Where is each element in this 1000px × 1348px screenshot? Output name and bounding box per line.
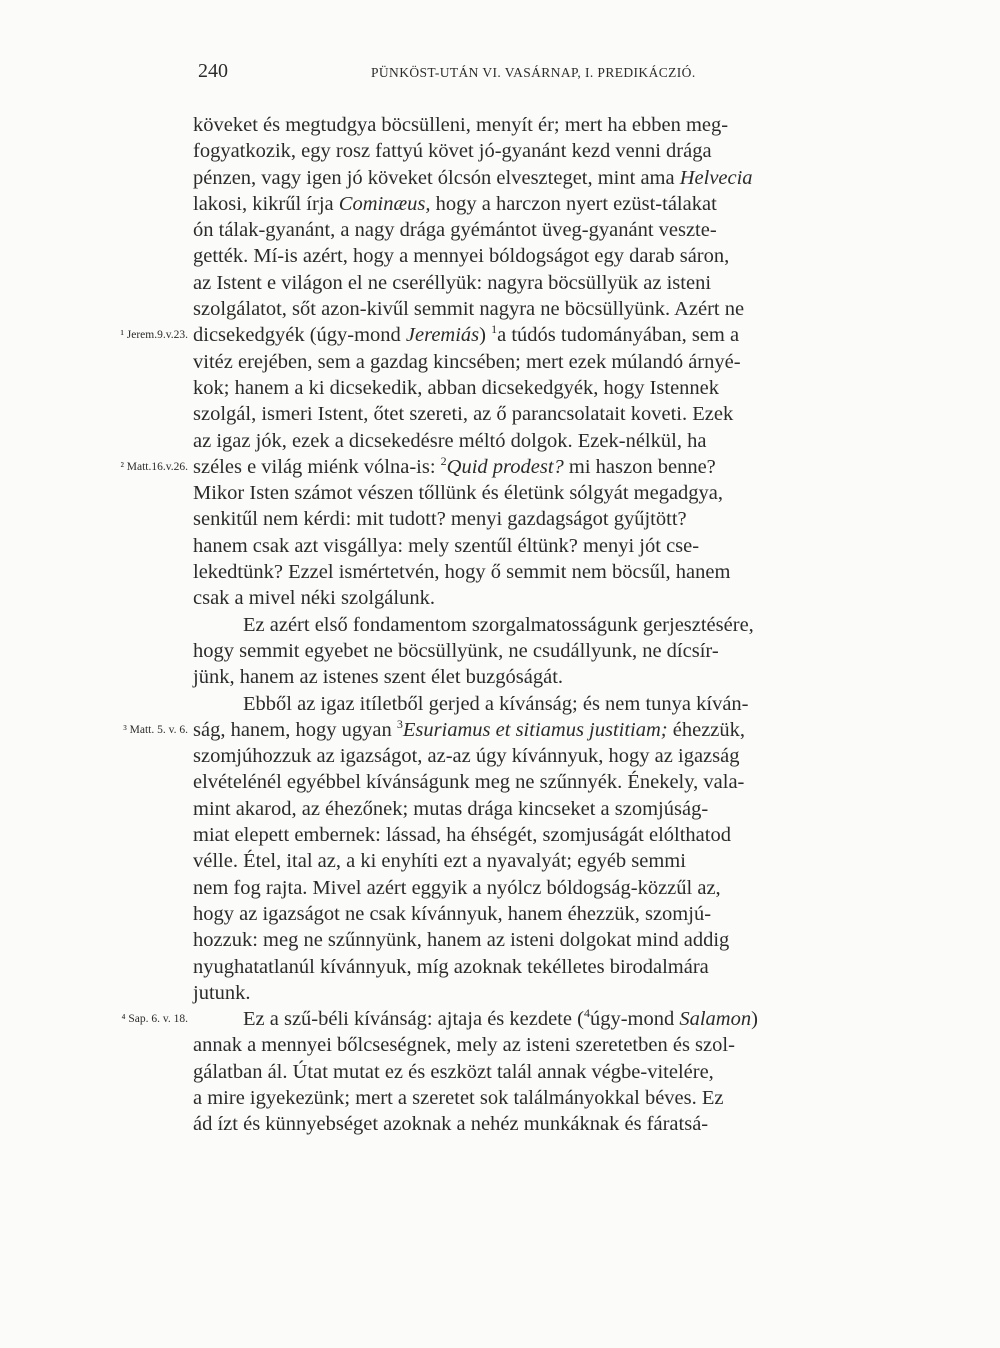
- text-line: [120, 453, 915, 480]
- text-line: [193, 664, 915, 690]
- text-run: csak a mivel néki szolgálunk.: [193, 587, 435, 610]
- text-line: [193, 1059, 915, 1085]
- text-line: [193, 796, 915, 822]
- text-line: [193, 769, 915, 795]
- text-run: nem fog rajta. Mivel azért eggyik a nyólcz bóldogság-közzűl az,: [193, 876, 721, 899]
- footnote-marker: 2: [440, 453, 447, 468]
- text-line: [123, 716, 915, 743]
- text-line: [193, 691, 915, 717]
- footnote-marker: 3: [396, 716, 403, 731]
- text-line: [193, 559, 915, 585]
- text-run: jünk, hanem az istenes szent élet buzgóságát.: [193, 666, 564, 689]
- text-line: [193, 138, 915, 164]
- text-run: elvételénél egyébbel kívánságunk meg ne szűnnyék. Énekely, vala-: [193, 771, 745, 794]
- text-run: szolgálatot, sőt azon-kivűl semmit nagyra ne böcsüllyünk. Azért ne: [193, 298, 745, 321]
- text-run: senkitűl nem kérdi: mit tudott? menyi gazdagságot gyűjtött?: [193, 508, 687, 531]
- text-run: Ez a szű-béli kívánság: ajtaja és kezdete (: [243, 1008, 584, 1031]
- text-line: [193, 848, 915, 874]
- footnote-marker: 4: [583, 1006, 590, 1021]
- italic-text: Esuriamus et sitiamus justitiam;: [402, 718, 668, 741]
- text-line: [121, 1006, 915, 1032]
- text-line: [120, 322, 915, 348]
- text-line: [193, 349, 915, 375]
- text-line: [193, 191, 915, 217]
- text-run: széles e világ miénk vólna-is:: [193, 455, 441, 478]
- text-line: [193, 1032, 915, 1058]
- page-header: [0, 60, 1000, 90]
- text-run: mint akarod, az éhezőnek; mutas drága kincseket a szomjúság-: [193, 797, 709, 820]
- text-run: Mikor Isten számot vészen tőllünk és életünk sólgyát megadgya,: [193, 482, 724, 505]
- text-line: [193, 901, 915, 927]
- text-run: vélle. Étel, ital az, a ki enyhíti ezt a nyavalyát; egyéb semmi: [193, 850, 686, 873]
- text-line: [193, 112, 915, 138]
- text-line: [193, 401, 915, 427]
- text-line: [193, 217, 915, 243]
- text-run: Ebből az igaz itíletből gerjed a kívánság; és nem tunya kíván-: [243, 692, 749, 715]
- text-run: hogy az igazságot ne csak kívánnyuk, hanem éhezzük, szomjú-: [193, 902, 712, 925]
- text-run: fogyatkozik, egy rosz fattyú követ jó-gyanánt kezd venni drága: [193, 140, 712, 163]
- text-line: [193, 165, 915, 191]
- text-line: [193, 506, 915, 532]
- text-line: [193, 875, 915, 901]
- running-head: PÜNKÖST-UTÁN VI. VASÁRNAP, I. PREDIKÁCZIÓ.: [371, 65, 696, 80]
- footnote-marker: 1: [491, 322, 498, 337]
- margin-note: ² Matt.16.v.26.: [120, 460, 188, 473]
- text-run: az Istent e világon el ne cseréllyük: nagyra böcsüllyük az isteni: [193, 271, 712, 294]
- margin-note: ¹ Jerem.9.v.23.: [120, 329, 188, 342]
- text-run: hogy semmit egyebet ne böcsüllyünk, ne csudállyunk, ne dícsír-: [193, 639, 719, 662]
- text-run: köveket és megtudgya böcsülleni, menyít ér; mert ha ebben meg-: [193, 114, 729, 136]
- text-run: dicsekedgyék (úgy-mond: [193, 324, 406, 347]
- text-line: [193, 638, 915, 664]
- text-line: [193, 1111, 915, 1137]
- text-line: [193, 480, 915, 506]
- text-run: miat elepett embernek: lássad, ha éhségét, szomjuságát elólthatod: [193, 824, 731, 847]
- text-run: úgy-mond: [589, 1008, 680, 1031]
- text-run: hanem csak azt visgállya: mely szentűl éltünk? menyi jót cse-: [193, 534, 700, 557]
- text-run: hogy a harczon nyert ezüst-tálakat: [430, 192, 717, 215]
- text-run: nyughatatlanúl kívánnyuk, míg azoknak tekélletes birodalmára: [193, 955, 709, 978]
- text-line: [193, 822, 915, 848]
- text-line: [193, 612, 915, 638]
- margin-note: ⁴ Sap. 6. v. 18.: [121, 1013, 188, 1026]
- text-line: [193, 743, 915, 769]
- text-run: a túdós tudományában, sem a: [497, 324, 740, 347]
- text-run: ): [751, 1008, 758, 1031]
- text-run: szomjúhozzuk az igazságot, az-az úgy kívánnyuk, hogy az igazság: [193, 745, 740, 768]
- text-run: ): [479, 324, 492, 347]
- text-run: mi haszon benne?: [563, 455, 716, 478]
- text-line: [193, 1085, 915, 1111]
- text-run: Ez azért első fondamentom szorgalmatosságunk gerjesztésére,: [243, 613, 754, 636]
- text-run: éhezzük,: [667, 718, 746, 741]
- text-line: [193, 243, 915, 269]
- text-run: lakosi, kikrűl írja: [193, 192, 339, 215]
- text-run: annak a mennyei bőlcseségnek, mely az isteni szeretetben és szol-: [193, 1034, 735, 1057]
- text-line: [193, 296, 915, 322]
- text-run: az igaz jók, ezek a dicsekedésre méltó dolgok. Ezek-nélkül, ha: [193, 429, 707, 452]
- text-line: [193, 927, 915, 953]
- text-run: vitéz erejében, sem a gazdag kincsében; mert ezek múlandó árnyé-: [193, 350, 741, 373]
- italic-text: Jeremiás: [405, 324, 480, 347]
- page-number: 240: [198, 60, 228, 82]
- italic-text: Salamon: [679, 1008, 752, 1031]
- text-run: a mire igyekezünk; mert a szeretet sok találmányokkal béves. Ez: [193, 1086, 724, 1109]
- text-run: szolgál, ismeri Istent, őtet szereti, az ő parancsolatait koveti. Ezek: [193, 403, 734, 426]
- text-run: gálatban ál. Útat mutat ez és eszközt talál annak végbe-vitelére,: [193, 1060, 714, 1083]
- text-line: [193, 980, 915, 1006]
- body-text: [120, 112, 915, 1138]
- margin-note: ³ Matt. 5. v. 6.: [123, 723, 188, 736]
- text-line: [193, 375, 915, 401]
- text-line: [193, 954, 915, 980]
- text-line: [193, 270, 915, 296]
- text-line: [193, 585, 915, 611]
- text-line: [193, 533, 915, 559]
- text-run: lekedtünk? Ezzel ismértetvén, hogy ő semmit nem böcsűl, hanem: [193, 561, 731, 584]
- text-run: kok; hanem a ki dicsekedik, abban dicsekedgyék, hogy Istennek: [193, 376, 720, 399]
- text-run: ság, hanem, hogy ugyan: [193, 718, 397, 741]
- text-run: ón tálak-gyanánt, a nagy drága gyémántot üveg-gyanánt veszte-: [193, 219, 717, 242]
- italic-text: Quid prodest?: [446, 455, 564, 478]
- text-run: gették. Mí-is azért, hogy a mennyei bóldogságot egy darab sáron,: [193, 245, 730, 268]
- text-run: ád ízt és künnyebséget azoknak a nehéz munkáknak és fáratsá-: [193, 1113, 709, 1136]
- italic-text: Helvecia: [679, 166, 753, 189]
- text-run: pénzen, vagy igen jó köveket ólcsón elveszteget, mint ama: [193, 166, 680, 189]
- text-line: [193, 428, 915, 454]
- italic-text: Cominæus,: [338, 192, 431, 215]
- text-run: jutunk.: [193, 981, 251, 1004]
- text-run: hozzuk: meg ne szűnnyünk, hanem az isteni dolgokat mind addig: [193, 929, 730, 952]
